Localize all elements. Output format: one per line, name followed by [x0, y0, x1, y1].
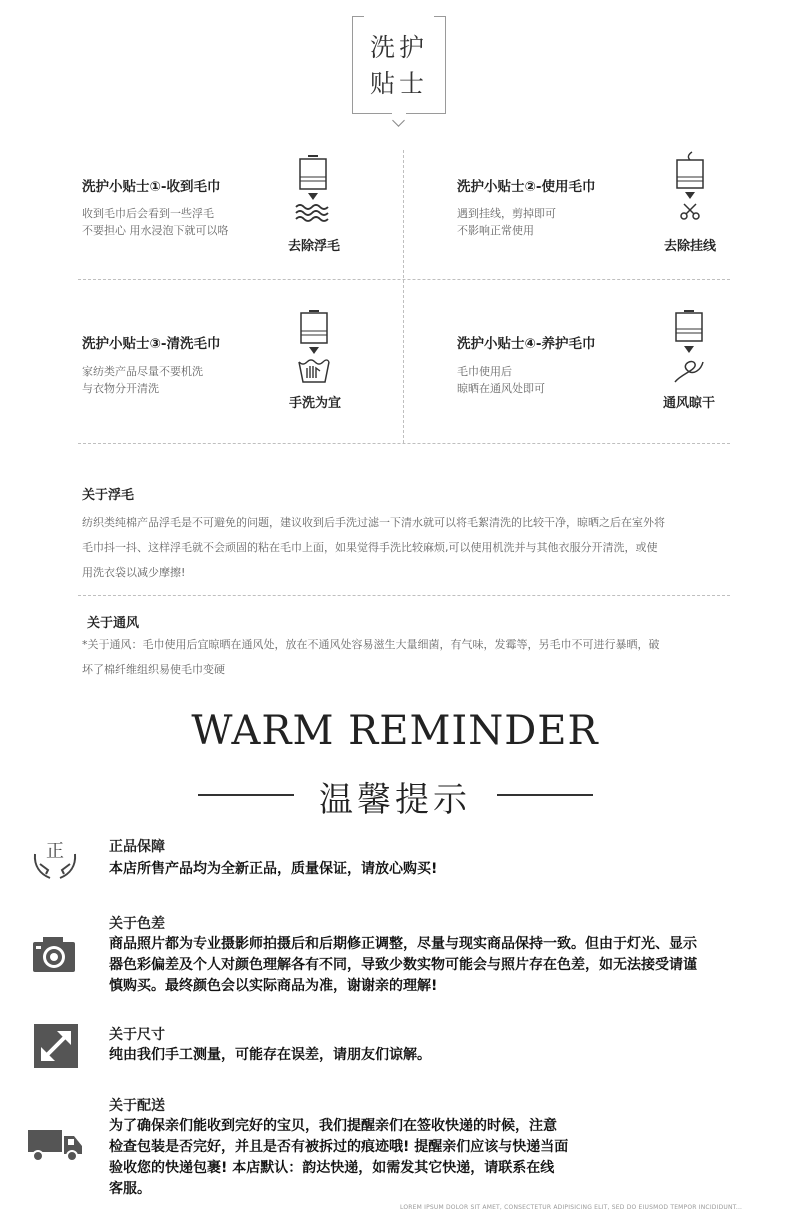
tip-4-desc-line2: 晾晒在通风处即可	[457, 382, 545, 395]
tip-4-label: 通风晾干	[662, 396, 715, 411]
reminder-delivery-line3: 验收您的快递包裹! 本店默认：韵达快递，如需发其它快递，请联系在线	[109, 1160, 555, 1176]
reminder-delivery-body	[109, 1116, 568, 1200]
tip-1-title: 洗护小贴士①-收到毛巾	[82, 179, 221, 195]
tip-2-label: 去除挂线	[663, 239, 716, 254]
reminder-delivery-title: 关于配送	[109, 1098, 165, 1114]
reminder-genuine-title: 正品保障	[109, 839, 165, 855]
about-lint-title: 关于浮毛	[82, 488, 135, 503]
reminder-color-line3: 慎购买。最终颜色会以实际商品为准，谢谢亲的理解!	[109, 978, 438, 994]
about-lint-line2: 毛巾抖一抖、这样浮毛就不会顽固的粘在毛巾上面，如果觉得手洗比较麻烦,可以使用机洗并与其他衣服分开清洗，或使	[82, 541, 658, 554]
reminder-color-line1: 商品照片都为专业摄影师拍摄后和后期修正调整，尽量与现实商品保持一致。但由于灯光、显示	[109, 936, 697, 952]
tip-3-desc-line2: 与衣物分开清洗	[82, 382, 159, 395]
about-lint-body	[82, 510, 742, 585]
reminder-color-line2: 器色彩偏差及个人对颜色理解各有不同，导致少数实物可能会与照片存在色差，如无法接受请谨	[109, 957, 697, 973]
about-ventilation-line2: 坏了棉纤维组织易使毛巾变硬	[82, 663, 225, 676]
svg-text:正: 正	[46, 841, 64, 862]
about-ventilation-title: 关于通风	[87, 616, 140, 631]
care-tips-title-line2: 贴士	[369, 69, 428, 98]
reminder-delivery-line1: 为了确保亲们能收到完好的宝贝，我们提醒亲们在签收快递的时候，注意	[109, 1118, 557, 1134]
tip-3-title: 洗护小贴士③-清洗毛巾	[82, 336, 221, 352]
grid-divider-bottom	[78, 443, 730, 444]
reminder-delivery-line4: 客服。	[109, 1181, 151, 1197]
tip-3-label: 手洗为宜	[288, 396, 341, 411]
reminder-genuine-line1: 本店所售产品均为全新正品，质量保证，请放心购买!	[109, 861, 438, 877]
chevron-down-icon	[392, 114, 405, 127]
reminder-color-body	[109, 934, 697, 997]
grid-divider-vertical	[403, 150, 404, 443]
tip-4-title: 洗护小贴士④-养护毛巾	[457, 336, 596, 352]
about-ventilation-line1: *关于通风：毛巾使用后宜晾晒在通风处，放在不通风处容易滋生大量细菌，有气味，发霉等，另毛巾不可进行暴晒，破	[82, 638, 660, 651]
tip-2-desc-line2: 不影响正常使用	[457, 224, 534, 237]
reminder-size-title: 关于尺寸	[109, 1027, 165, 1043]
tip-4-desc-line1: 毛巾使用后	[457, 365, 512, 378]
warm-reminder-chinese: 温馨提示	[319, 780, 471, 820]
towel-water-icon	[292, 155, 336, 225]
delivery-truck-icon	[26, 1124, 84, 1164]
section-divider	[78, 595, 730, 596]
about-ventilation-body	[82, 632, 742, 682]
grid-divider-horizontal	[78, 279, 730, 280]
reminder-delivery-line2: 检查包装是否完好，并且是否有被拆过的痕迹哦! 提醒亲们应该与快递当面	[109, 1139, 569, 1155]
care-tips-title-box	[352, 16, 446, 114]
camera-icon	[29, 930, 79, 980]
tip-1-desc-line1: 收到毛巾后会看到一些浮毛	[82, 207, 214, 220]
about-lint-line1: 纺织类纯棉产品浮毛是不可避免的问题，建议收到后手洗过滤一下清水就可以将毛絮清洗的比较干净，晾晒之后在室外将	[82, 516, 665, 529]
tip-1-label: 去除浮毛	[287, 239, 340, 254]
reminder-size-body	[109, 1045, 431, 1066]
reminder-size-line1: 纯由我们手工测量，可能存在误差，请朋友们谅解。	[109, 1047, 431, 1063]
reminder-genuine-body	[109, 859, 437, 880]
tip-3-desc-line1: 家纺类产品尽量不要机洗	[82, 365, 203, 378]
towel-scissors-icon	[668, 150, 712, 226]
warm-reminder-english: WARM REMINDER	[191, 708, 599, 754]
tip-2-desc-line1: 遇到挂线，剪掉即可	[457, 207, 556, 220]
care-tips-title-line1: 洗护	[369, 33, 428, 62]
towel-handwash-icon	[293, 310, 337, 386]
footer-lorem: LOREM IPSUM DOLOR SIT AMET, CONSECTETUR ADIPISICING ELIT, SED DO EIUSMOD TEMPOR INCIDIDUNT...	[400, 1204, 743, 1211]
towel-air-dry-icon	[667, 310, 711, 386]
reminder-color-title: 关于色差	[109, 916, 165, 932]
resize-arrow-icon	[31, 1021, 81, 1071]
about-lint-line3: 用洗衣袋以减少摩擦!	[82, 566, 186, 579]
genuine-hands-icon	[30, 834, 80, 884]
tip-2-title: 洗护小贴士②-使用毛巾	[457, 179, 596, 195]
tip-1-desc-line2: 不要担心 用水浸泡下就可以咯	[82, 224, 229, 237]
